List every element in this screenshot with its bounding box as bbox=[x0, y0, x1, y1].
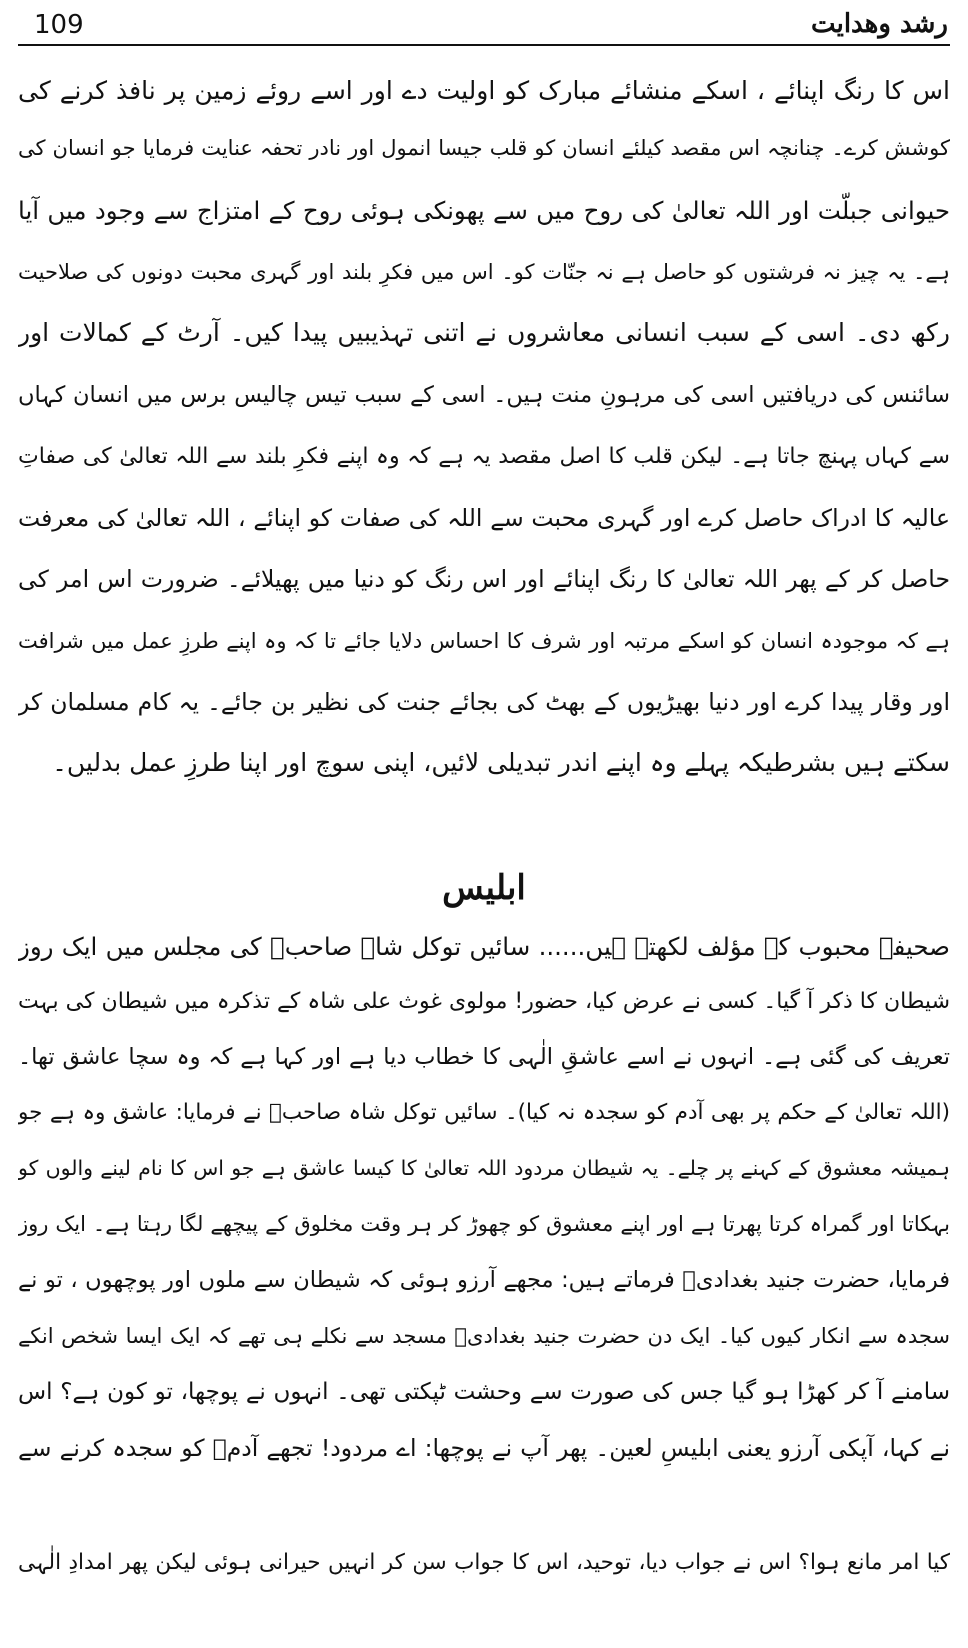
text-line: شیطان کا ذکر آ گیا۔ کسی نے عرض کیا، حضور! مولوی غوث علی شاہ کے تذکرہ میں شیطان کی بہت bbox=[18, 989, 950, 1014]
text-line: سائنس کی دریافتیں اسی کی مرہونِ منت ہیں۔ اسی کے سبب تیس چالیس برس میں انسان کہاں bbox=[18, 382, 950, 408]
text-line: حاصل کر کے پھر اللہ تعالیٰ کا رنگ اپنائے اور اس رنگ کو دنیا میں پھیلائے۔ ضرورت اس امر کی bbox=[18, 565, 950, 593]
text-line: اس کا رنگ اپنائے ، اسکے منشائے مبارک کو اولیت دے اور اسے روئے زمین پر نافذ کرنے کی bbox=[18, 76, 950, 105]
text-line: ہمیشہ معشوق کے کہنے پر چلے۔ یہ شیطان مردود اللہ تعالیٰ کا کیسا عاشق ہے جو اس کا نام لینے والوں کو bbox=[18, 1156, 950, 1180]
text-line: ہے۔ یہ چیز نہ فرشتوں کو حاصل ہے نہ جنّات کو۔ اس میں فکرِ بلند اور گہری محبت دونوں کی صلاحیت bbox=[18, 260, 950, 284]
section-heading: ابلیس bbox=[442, 868, 526, 908]
text-line: فرمایا، حضرت جنید بغدادیؒ فرماتے ہیں: مجھے آرزو ہوئی کہ شیطان سے ملوں اور پوچھوں ، تو نے bbox=[18, 1267, 950, 1293]
text-line: صحیفۂ محبوب کے مؤلف لکھتے ہیں...... سائیں توکل شاہ صاحبؒ کی مجلس میں ایک روز bbox=[18, 932, 950, 961]
text-line: سجدہ سے انکار کیوں کیا۔ ایک دن حضرت جنید بغدادیؒ مسجد سے نکلے ہی تھے کہ ایک ایسا شخص انکے bbox=[18, 1324, 950, 1348]
text-line: سے کہاں پہنچ جاتا ہے۔ لیکن قلب کا اصل مقصد یہ ہے کہ وہ اپنے فکرِ بلند سے اللہ تعالیٰ کی صفاتِ bbox=[18, 444, 950, 469]
text-line: حیوانی جبلّت اور اللہ تعالیٰ کی روح میں سے پھونکی ہوئی روح کے امتزاج سے وجود میں آیا bbox=[18, 196, 950, 225]
text-line: عالیہ کا ادراک حاصل کرے اور گہری محبت سے اللہ کی صفات کو اپنائے ، اللہ تعالیٰ کی معرفت bbox=[18, 504, 950, 532]
text-line: تعریف کی گئی ہے۔ انہوں نے اسے عاشقِ الٰہی کا خطاب دیا ہے اور کہا ہے کہ وہ سچا عاشق تھا۔ bbox=[18, 1044, 950, 1070]
text-line: بہکاتا اور گمراہ کرتا پھرتا ہے اور اپنے معشوق کو چھوڑ کر ہر وقت مخلوق کے پیچھے لگا رہتا ہے۔ ایک روز bbox=[18, 1212, 950, 1236]
page-header bbox=[18, 8, 950, 46]
page-number: 109 bbox=[34, 10, 84, 40]
text-line: (اللہ تعالیٰ کے حکم پر بھی آدم کو سجدہ نہ کیا)۔ سائیں توکل شاہ صاحبؒ نے فرمایا: عاشق وہ ہے جو bbox=[18, 1100, 950, 1125]
running-title: رشد وھدایت bbox=[811, 9, 948, 39]
text-line: ہے کہ موجودہ انسان کو اسکے مرتبہ اور شرف کا احساس دلایا جائے تا کہ وہ اپنے طرزِ عمل میں شرافت bbox=[18, 629, 950, 653]
header-rule bbox=[18, 44, 950, 46]
text-line: سکتے ہیں بشرطیکہ پہلے وہ اپنے اندر تبدیلی لائیں، اپنی سوچ اور اپنا طرزِ عمل بدلیں۔ bbox=[52, 748, 950, 777]
text-line: رکھ دی۔ اسی کے سبب انسانی معاشروں نے اتنی تہذیبیں پیدا کیں۔ آرٹ کے کمالات اور bbox=[18, 318, 950, 347]
text-line: کیا امر مانع ہوا؟ اس نے جواب دیا، توحید، اس کا جواب سن کر انہیں حیرانی ہوئی لیکن پھر امدادِ الٰہی bbox=[18, 1550, 950, 1575]
text-line: کوشش کرے۔ چنانچہ اس مقصد کیلئے انسان کو قلب جیسا انمول اور نادر تحفہ عنایت فرمایا جو انسان کی bbox=[18, 136, 950, 160]
text-line: اور وقار پیدا کرے اور دنیا بھیڑیوں کے بھٹ کی بجائے جنت کی نظیر بن جائے۔ یہ کام مسلمان کر bbox=[18, 688, 950, 716]
text-line: نے کہا، آپکی آرزو یعنی ابلیسِ لعین۔ پھر آپ نے پوچھا: اے مردود! تجھے آدمؑ کو سجدہ کرنے سے bbox=[18, 1434, 950, 1462]
text-line: سامنے آ کر کھڑا ہو گیا جس کی صورت سے وحشت ٹپکتی تھی۔ انہوں نے پوچھا، تو کون ہے؟ اس bbox=[18, 1379, 950, 1405]
